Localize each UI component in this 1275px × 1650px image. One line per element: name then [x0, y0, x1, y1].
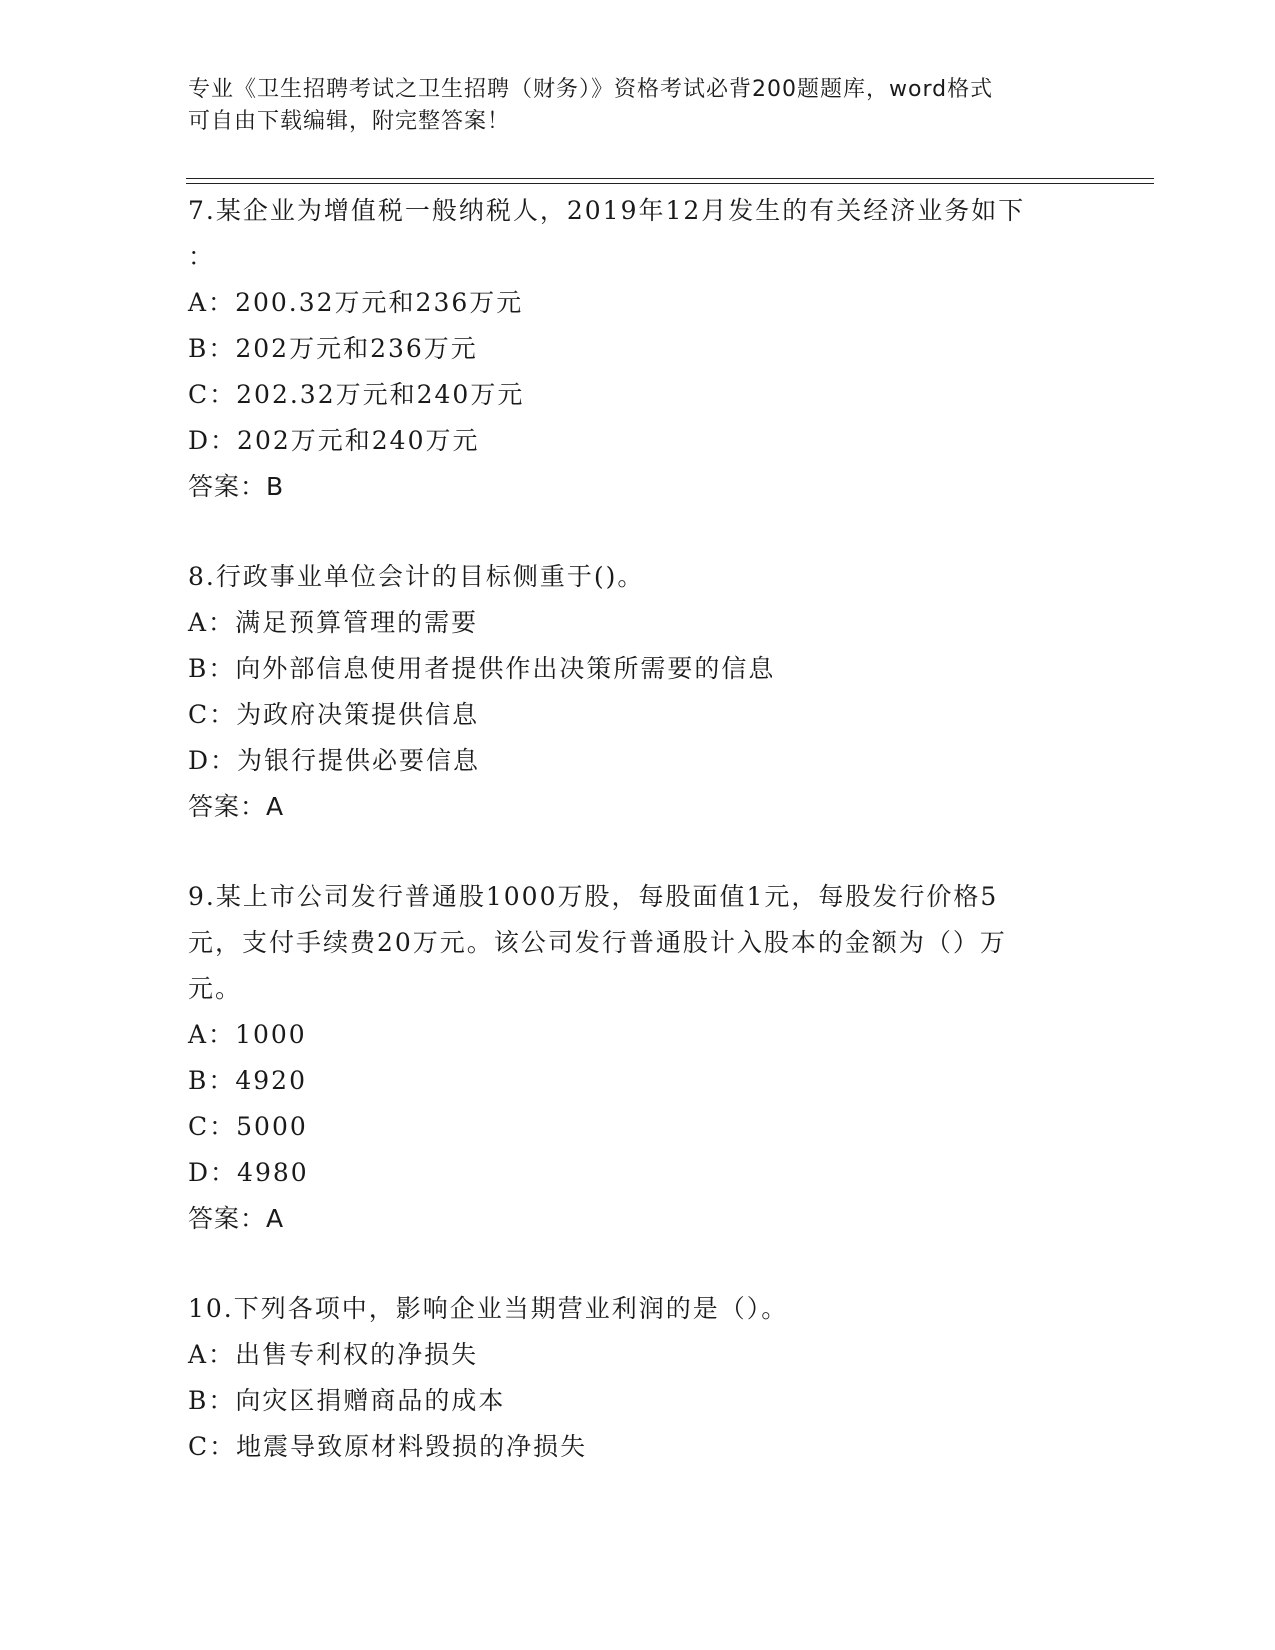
option-text: 202.32万元和240万元: [236, 380, 525, 409]
option-text: 202万元和236万元: [235, 334, 478, 363]
option-label: A：: [188, 1340, 236, 1369]
option-c: [188, 1424, 1088, 1470]
option-label: D：: [188, 746, 238, 775]
spacer: [188, 510, 1088, 554]
option-label: A：: [188, 288, 236, 317]
question-9: [188, 874, 1088, 1242]
option-text: 为银行提供必要信息: [237, 746, 481, 775]
question-list: [188, 188, 1088, 1470]
spacer: [188, 830, 1088, 874]
option-text: 4980: [237, 1158, 309, 1187]
header-divider-top: [186, 178, 1154, 179]
option-text: 向灾区捐赠商品的成本: [235, 1386, 506, 1415]
option-text: 向外部信息使用者提供作出决策所需要的信息: [235, 654, 776, 683]
option-d: [188, 1150, 1088, 1196]
question-text-line: 8.行政事业单位会计的目标侧重于()。: [188, 562, 645, 591]
option-label: C：: [188, 700, 237, 729]
option-d: [188, 738, 1088, 784]
option-b: [188, 1058, 1088, 1104]
answer: 答案：A: [188, 792, 285, 821]
answer: 答案：B: [188, 472, 285, 501]
option-text: 出售专利权的净损失: [235, 1340, 479, 1369]
option-label: C：: [188, 380, 237, 409]
option-text: 满足预算管理的需要: [235, 608, 479, 637]
option-label: B：: [188, 1386, 236, 1415]
option-text: 地震导致原材料毁损的净损失: [236, 1432, 588, 1461]
option-b: [188, 646, 1088, 692]
option-label: A：: [188, 1020, 236, 1049]
option-label: A：: [188, 608, 236, 637]
header-divider-bottom: [186, 183, 1154, 184]
option-label: C：: [188, 1112, 237, 1141]
option-b: [188, 1378, 1088, 1424]
question-text-line: ：: [188, 242, 216, 271]
answer: 答案：A: [188, 1204, 285, 1233]
option-text: 5000: [236, 1112, 308, 1141]
question-10: [188, 1286, 1088, 1470]
option-text: 4920: [235, 1066, 307, 1095]
option-c: [188, 1104, 1088, 1150]
question-text-line: 7.某企业为增值税一般纳税人，2019年12月发生的有关经济业务如下: [188, 196, 1026, 225]
option-a: [188, 1332, 1088, 1378]
question-text-line: 10.下列各项中，影响企业当期营业利润的是（）。: [188, 1294, 789, 1323]
question-text-line: 元。: [188, 974, 243, 1003]
header-line-2: 可自由下载编辑，附完整答案！: [188, 109, 511, 134]
spacer: [188, 1242, 1088, 1286]
option-label: D：: [188, 426, 238, 455]
option-label: B：: [188, 654, 236, 683]
option-label: C：: [188, 1432, 237, 1461]
option-text: 1000: [235, 1020, 307, 1049]
option-c: [188, 372, 1088, 418]
question-text-line: 元，支付手续费20万元。该公司发行普通股计入股本的金额为（）万: [188, 928, 1007, 957]
document-header: [188, 74, 1088, 138]
option-label: D：: [188, 1158, 238, 1187]
option-text: 202万元和240万元: [237, 426, 480, 455]
question-8: [188, 554, 1088, 830]
option-text: 为政府决策提供信息: [236, 700, 480, 729]
option-a: [188, 1012, 1088, 1058]
question-7: [188, 188, 1088, 510]
question-text-line: 9.某上市公司发行普通股1000万股，每股面值1元，每股发行价格5: [188, 882, 999, 911]
option-a: [188, 280, 1088, 326]
option-text: 200.32万元和236万元: [235, 288, 524, 317]
option-a: [188, 600, 1088, 646]
option-c: [188, 692, 1088, 738]
header-line-1: 专业《卫生招聘考试之卫生招聘（财务）》资格考试必背200题题库，word格式: [188, 77, 994, 102]
option-d: [188, 418, 1088, 464]
option-label: B：: [188, 334, 236, 363]
option-label: B：: [188, 1066, 236, 1095]
option-b: [188, 326, 1088, 372]
